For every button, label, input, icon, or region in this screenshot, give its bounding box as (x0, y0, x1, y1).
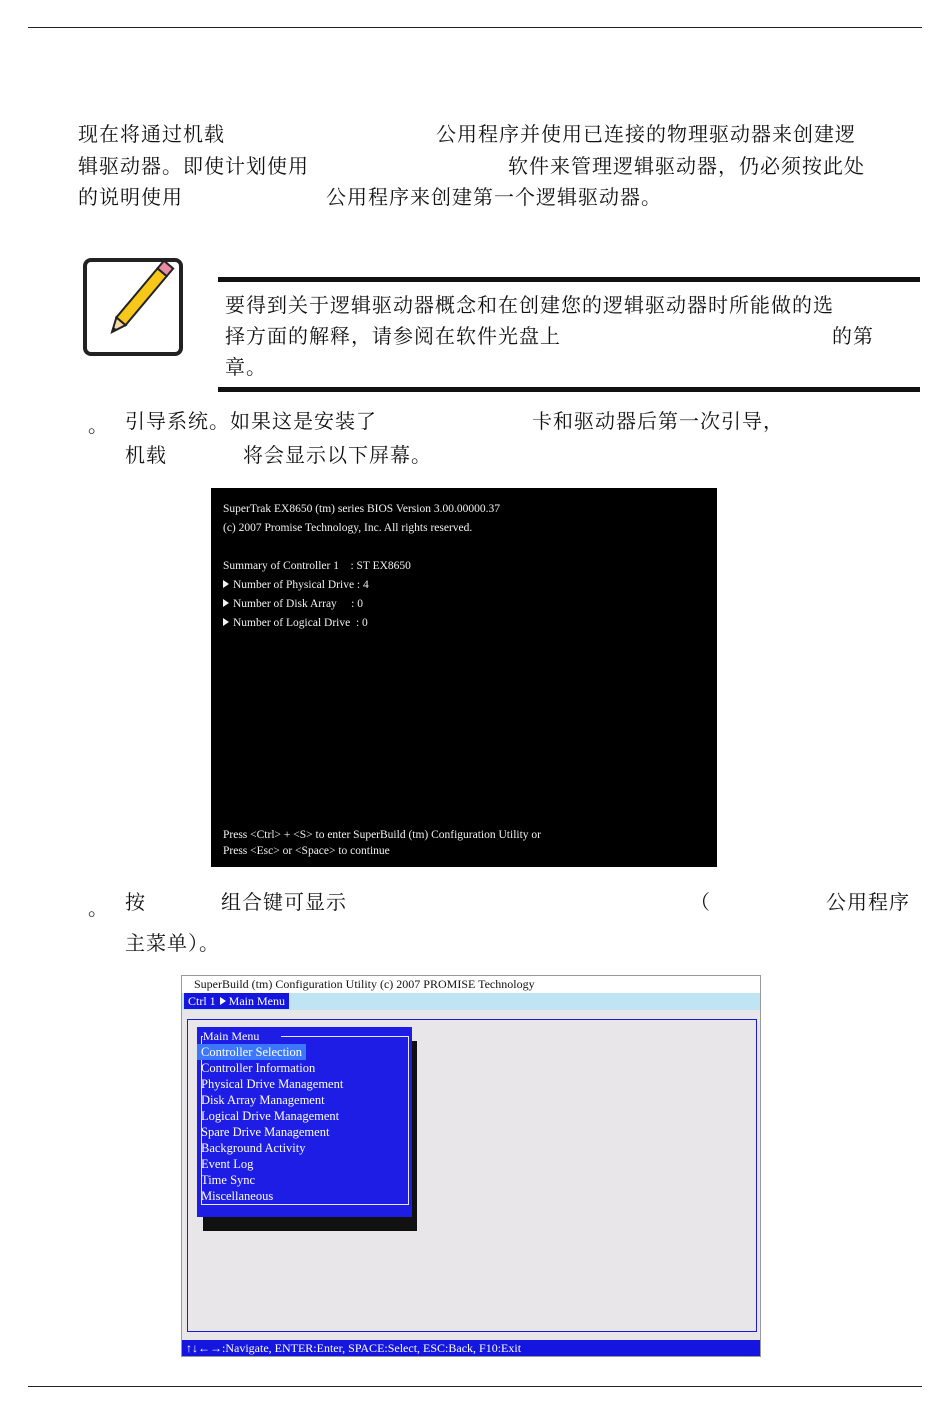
step-2-line1c: （ (690, 890, 711, 914)
intro-line2b: 软件来管理逻辑驱动器，仍必须按此处 (508, 154, 865, 178)
breadcrumb-main-menu: Main Menu (228, 994, 285, 1008)
triangle-right-icon (223, 599, 229, 607)
bios-item-physical: Number of Physical Drive : 4 (223, 578, 369, 592)
intro-line1a: 现在将通过机载 (78, 122, 225, 146)
bios-summary-line: Summary of Controller 1 : ST EX8650 (223, 560, 411, 572)
status-bar: ↑↓←→:Navigate, ENTER:Enter, SPACE:Select, ESC:Back, F10:Exit (182, 1340, 760, 1356)
intro-line3a: 的说明使用 (78, 185, 183, 209)
menu-item-spare-drive-management[interactable]: Spare Drive Management (201, 1125, 330, 1139)
breadcrumb-ctrl: Ctrl 1 (188, 994, 216, 1008)
step-1-line1b: 卡和驱动器后第一次引导， (532, 409, 784, 433)
triangle-right-icon (223, 580, 229, 588)
top-rule (28, 27, 922, 28)
bottom-rule (28, 1386, 922, 1387)
menu-item-controller-selection[interactable]: Controller Selection (197, 1044, 306, 1060)
note-top-bar (218, 277, 920, 282)
note-line2a: 择方面的解释，请参阅在软件光盘上 (225, 324, 561, 348)
bios-prompt-esc: Press <Esc> or <Space> to continue (223, 845, 390, 857)
step-2-line1b: 组合键可显示 (221, 890, 347, 914)
menu-item-disk-array-management[interactable]: Disk Array Management (201, 1093, 325, 1107)
bios-prompt-ctrl-s: Press <Ctrl> + <S> to enter SuperBuild (tm) Configuration Utility or (223, 829, 541, 841)
step-1-line1a: 引导系统。如果这是安装了 (125, 409, 377, 433)
superbuild-title: SuperBuild (tm) Configuration Utility (c) 2007 PROMISE Technology (182, 976, 760, 993)
menu-item-time-sync[interactable]: Time Sync (201, 1173, 256, 1187)
step-1-line2b: 将会显示以下屏幕。 (243, 443, 432, 467)
step-1-line2a: 机载 (125, 443, 167, 467)
bios-item-array: Number of Disk Array : 0 (223, 597, 363, 611)
superbuild-screen (181, 975, 761, 1357)
note-line3: 章。 (225, 355, 267, 379)
intro-line2a: 辑驱动器。即使计划使用 (78, 154, 309, 178)
menu-caption: Main Menu (203, 1029, 260, 1043)
menu-item-event-log[interactable]: Event Log (201, 1157, 254, 1171)
bios-item-logical: Number of Logical Drive : 0 (223, 616, 368, 630)
note-line1: 要得到关于逻辑驱动器概念和在创建您的逻辑驱动器时所能做的选 (225, 293, 834, 317)
step-1-bullet: 。 (88, 413, 109, 437)
menu-item-miscellaneous[interactable]: Miscellaneous (201, 1189, 274, 1203)
step-2-bullet: 。 (88, 896, 109, 920)
step-2-line2: 主菜单）。 (125, 931, 220, 955)
menu-item-physical-drive-management[interactable]: Physical Drive Management (201, 1077, 344, 1091)
breadcrumb-bar (182, 993, 760, 1010)
menu-item-controller-information[interactable]: Controller Information (201, 1061, 316, 1075)
main-menu (197, 1027, 412, 1217)
step-2-line1d: 公用程序 (826, 890, 910, 914)
triangle-right-icon (223, 618, 229, 626)
pencil-note-icon (82, 248, 192, 360)
bios-screen (211, 488, 717, 867)
note-bottom-bar (218, 387, 920, 392)
breadcrumb (184, 993, 289, 1009)
menu-item-logical-drive-management[interactable]: Logical Drive Management (201, 1109, 340, 1123)
bios-copyright-line: (c) 2007 Promise Technology, Inc. All rights reserved. (223, 522, 473, 534)
intro-line3b: 公用程序来创建第一个逻辑驱动器。 (326, 185, 662, 209)
menu-item-background-activity[interactable]: Background Activity (201, 1141, 306, 1155)
triangle-right-icon (220, 997, 226, 1005)
intro-line1b: 公用程序并使用已连接的物理驱动器来创建逻 (436, 122, 856, 146)
step-2-line1a: 按 (125, 890, 146, 914)
bios-version-line: SuperTrak EX8650 (tm) series BIOS Version 3.00.00000.37 (223, 503, 500, 515)
note-line2b: 的第 (832, 324, 874, 348)
